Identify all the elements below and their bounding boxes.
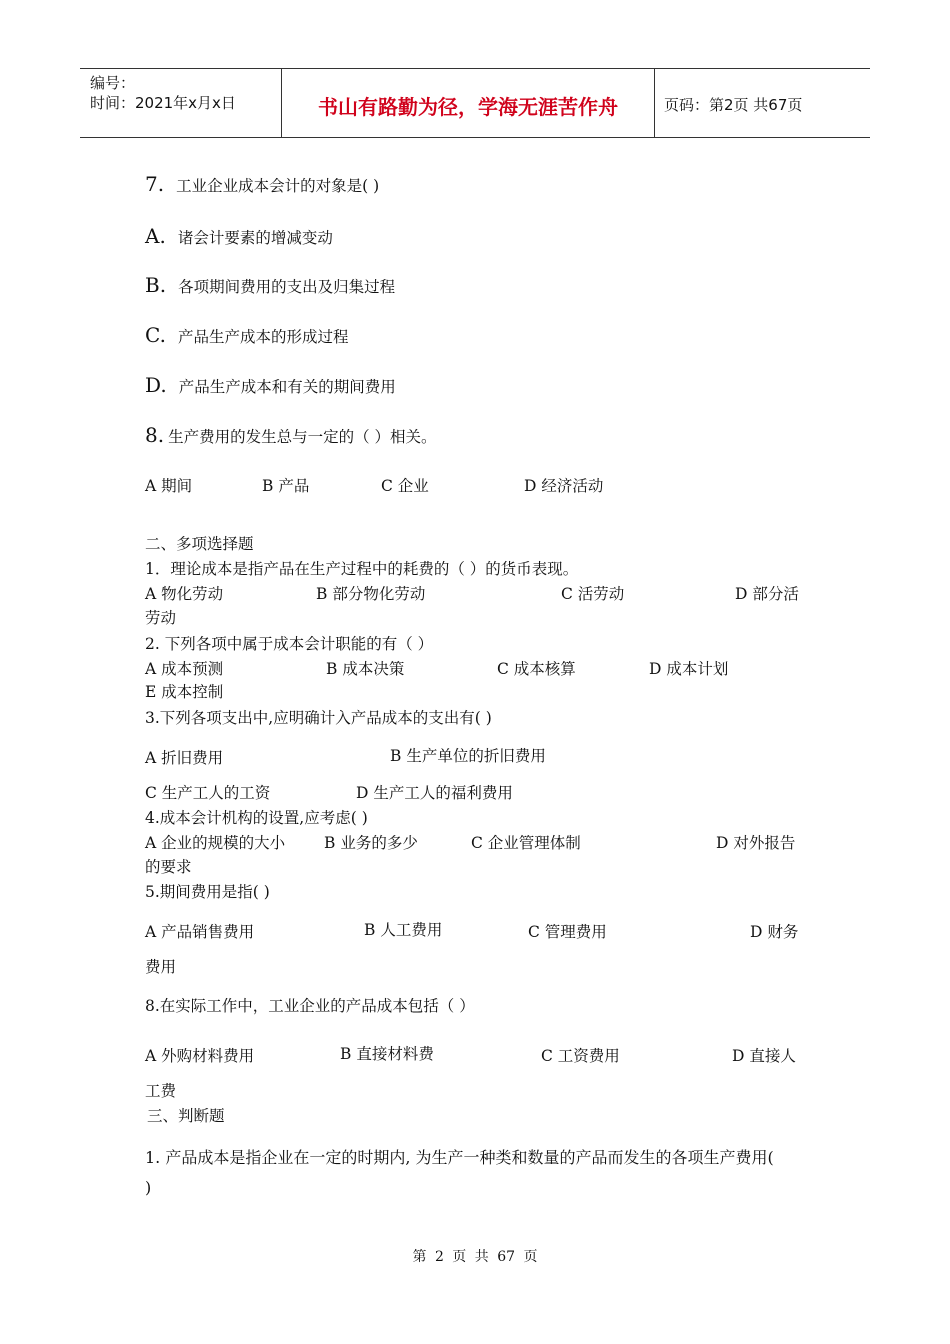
option: B 成本决策 — [326, 660, 405, 678]
option-wrap: 工费 — [145, 1082, 177, 1100]
option: B 直接材料费 — [340, 1045, 434, 1063]
multi-question-4: 4.成本会计机构的设置,应考虑( ) — [145, 809, 368, 827]
section-title: 三、判断题 — [147, 1107, 225, 1125]
option-wrap: 劳动 — [145, 609, 177, 627]
question-text: 生产费用的发生总与一定的（ ）相关。 — [168, 428, 437, 446]
option-wrap: 费用 — [145, 958, 177, 976]
multi-question-3: 3.下列各项支出中,应明确计入产品成本的支出有( ) — [145, 709, 492, 727]
option: C 成本核算 — [497, 660, 576, 678]
section-title: 二、多项选择题 — [145, 535, 254, 553]
option: C 企业管理体制 — [471, 834, 581, 852]
option: A 外购材料费用 — [145, 1047, 255, 1065]
judge-question-1-cont: ) — [145, 1178, 152, 1197]
multi-question-1: 1．理论成本是指产品在生产过程中的耗费的（ ）的货币表现。 — [145, 560, 579, 578]
option-text: 产品生产成本的形成过程 — [177, 328, 349, 346]
question-number: 8. — [145, 423, 165, 447]
option: D 经济活动 — [524, 477, 604, 495]
option: B 业务的多少 — [324, 834, 418, 852]
option: E 成本控制 — [145, 683, 224, 701]
code-label: 编号： — [90, 74, 136, 92]
page-footer: 第 2 页 共 67 页 — [412, 1249, 538, 1265]
option: D 财务 — [750, 923, 799, 941]
option-d — [145, 373, 396, 397]
question-8 — [145, 423, 437, 447]
option-letter: D. — [145, 373, 167, 397]
motto: 书山有路勤为径，学海无涯苦作舟 — [318, 95, 618, 119]
option: D 部分活 — [735, 585, 799, 603]
time-label: 时间：2021年x月x日 — [90, 94, 236, 112]
question-text: 工业企业成本会计的对象是( ) — [176, 177, 380, 195]
option: A 期间 — [145, 477, 193, 495]
option: A 企业的规模的大小 — [145, 834, 286, 852]
option: B 生产单位的折旧费用 — [390, 747, 546, 765]
page-header — [80, 68, 870, 138]
option: D 生产工人的福利费用 — [356, 784, 513, 802]
option: D 成本计划 — [649, 660, 729, 678]
option: A 物化劳动 — [145, 585, 224, 603]
multi-question-5: 5.期间费用是指( ) — [145, 883, 270, 901]
option: B 部分物化劳动 — [316, 585, 426, 603]
option: D 直接人 — [732, 1047, 796, 1065]
option: B 产品 — [262, 477, 310, 495]
option-b — [145, 273, 395, 297]
option-wrap: 的要求 — [145, 858, 192, 876]
option: A 折旧费用 — [145, 749, 224, 767]
option: C 管理费用 — [528, 923, 607, 941]
option-text: 产品生产成本和有关的期间费用 — [178, 378, 396, 396]
option-text: 各项期间费用的支出及归集过程 — [178, 278, 396, 296]
multi-question-2: 2. 下列各项中属于成本会计职能的有（ ） — [145, 635, 434, 653]
option: C 生产工人的工资 — [145, 784, 271, 802]
option-letter: A. — [145, 224, 166, 248]
option: C 工资费用 — [541, 1047, 620, 1065]
page-info: 页码：第2页 共67页 — [664, 96, 803, 114]
option: C 企业 — [381, 477, 429, 495]
option: D 对外报告 — [716, 834, 796, 852]
option-text: 诸会计要素的增减变动 — [177, 229, 333, 247]
option-a — [145, 224, 333, 248]
option: C 活劳动 — [561, 585, 625, 603]
option-letter: C. — [145, 323, 166, 347]
header-divider — [654, 69, 655, 137]
multi-question-8: 8.在实际工作中，工业企业的产品成本包括（ ） — [145, 997, 475, 1015]
option-letter: B. — [145, 273, 167, 297]
option: A 产品销售费用 — [145, 923, 255, 941]
question-7 — [145, 172, 379, 196]
option: B 人工费用 — [364, 921, 443, 939]
option: A 成本预测 — [145, 660, 224, 678]
judge-question-1: 1. 产品成本是指企业在一定的时期内, 为生产一种类和数量的产品而发生的各项生产费用( — [145, 1148, 774, 1167]
question-number: 7. — [145, 172, 165, 196]
option-c — [145, 323, 348, 347]
